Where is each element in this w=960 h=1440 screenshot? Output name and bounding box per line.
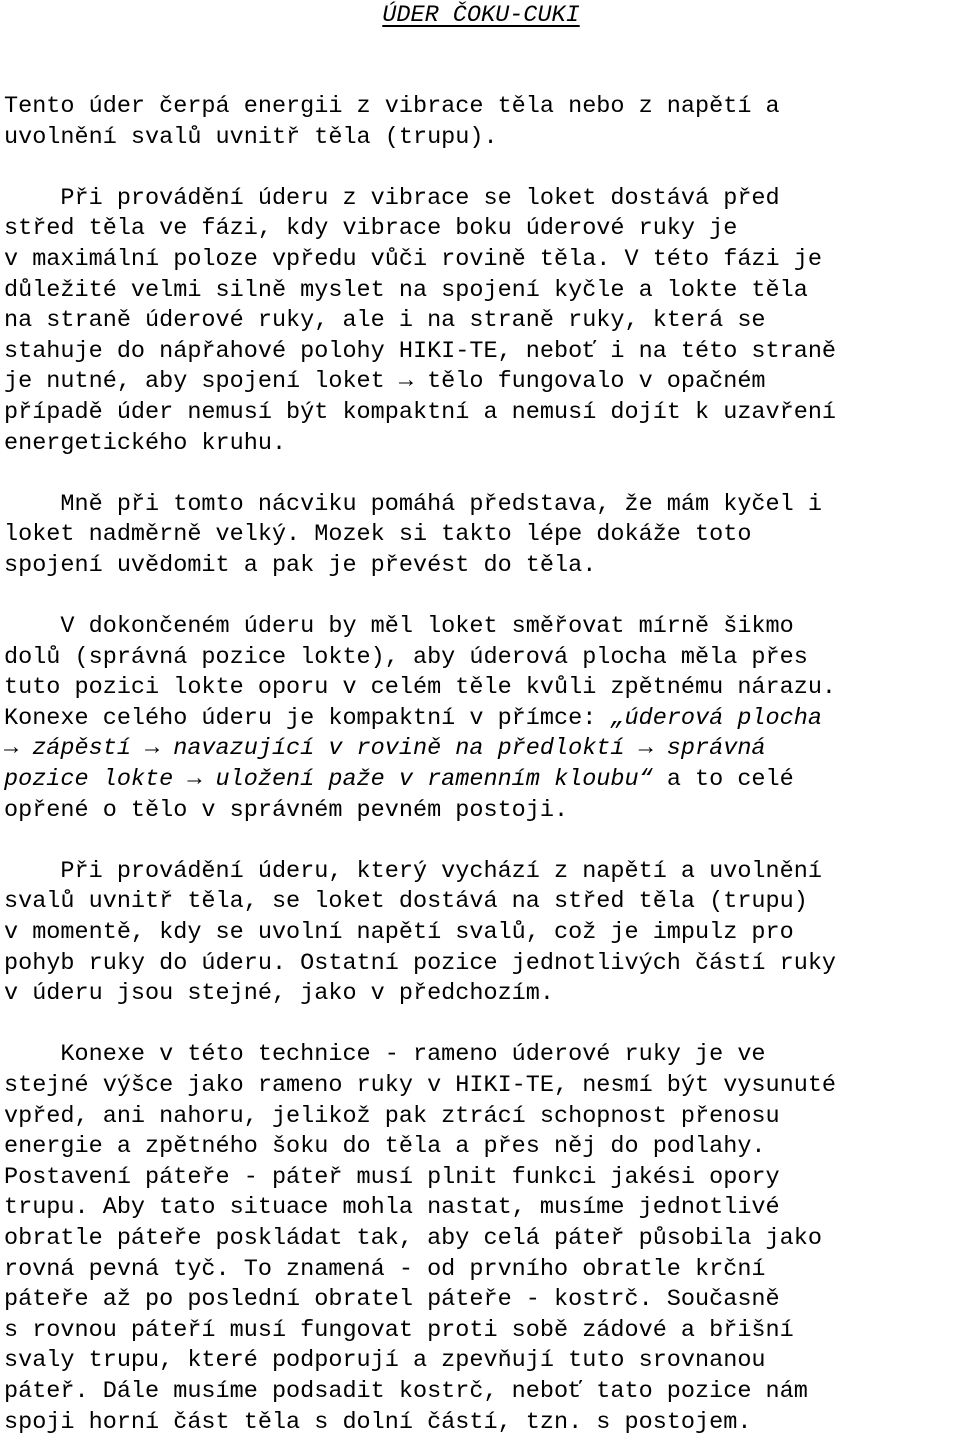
italic-chain-text: „úderová plocha → zápěstí → navazující v rovině na předloktí → správná pozice lokte → uložení paže v ramenním kloubu“ (4, 704, 822, 794)
document-page (4, 0, 958, 1438)
text-run: V dokončeném úderu by měl loket směřovat mírně šikmo dolů (správná pozice lokte), aby úderová plocha měla přes tuto pozici lokte oporu v celém těle kvůli zpětnému nárazu. Konexe celého úderu je kompaktní v přímce: (4, 613, 837, 732)
paragraph-spacer (4, 1010, 958, 1041)
paragraph-spacer (4, 826, 958, 857)
page-title: ÚDER ČOKU-CUKI (382, 2, 580, 29)
paragraph-tension-release: Při provádění úderu, který vychází z napětí a uvolnění svalů uvnitř těla, se loket dostává na střed těla (trupu) v momentě, kdy se uvolní napětí svalů, což je impulz pro pohyb ruky do úderu. Ostatní pozice jednotlivých částí ruky v úderu jsou stejné, jako v předchozím. (4, 857, 837, 1008)
paragraph-elbow-position (4, 612, 958, 826)
paragraph-connection-spine: Konexe v této technice - rameno úderové ruky je ve stejné výšce jako rameno ruky v HIKI-TE, nesmí být vysunuté vpřed, ani nahoru, jelikož pak ztrácí schopnost přenosu energie a zpětného šoku do těla a přes něj do podlahy. Postavení páteře - páteř musí plnit funkci jakési opory trupu. Aby tato situace mohla nastat, musíme jednotlivé obratle páteře poskládat tak, aby celá páteř působila jako rovná pevná tyč. To znamená - od prvního obratle krční páteře až po poslední obratel páteře - kostrč. Současně s rovnou páteří musí fungovat proti sobě zádové a břišní svaly trupu, které podporují a zpevňují tuto srovnanou páteř. Dále musíme podsadit kostrč, neboť tato pozice nám spoji horní část těla s dolní částí, tzn. s postojem. (4, 1041, 837, 1436)
paragraph-vibration: Při provádění úderu z vibrace se loket dostává před střed těla ve fázi, kdy vibrace boku úderové ruky je v maximální poloze vpředu vůči rovině těla. V této fázi je důležité velmi silně myslet na spojení kyčle a lokte těla na straně úderové ruky, ale i na straně ruky, která se stahuje do nápřahové polohy HIKI-TE, neboť i na této straně je nutné, aby spojení loket → tělo fungovalo v opačném případě úder nemusí být kompaktní a nemusí dojít k uzavření energetického kruhu. (4, 184, 837, 457)
paragraph-intro: Tento úder čerpá energii z vibrace těla nebo z napětí a uvolnění svalů uvnitř těla (trupu). (4, 93, 780, 151)
text-run: a to celé opřené o tělo v správném pevném postoji. (4, 766, 794, 824)
paragraph-spacer (4, 459, 958, 490)
paragraph-visualization: Mně při tomto nácviku pomáhá představa, že mám kyčel i loket nadměrně velký. Mozek si takto lépe dokáže toto spojení uvědomit a pak je převést do těla. (4, 490, 822, 579)
paragraph-spacer (4, 582, 958, 613)
paragraph-spacer (4, 153, 958, 184)
